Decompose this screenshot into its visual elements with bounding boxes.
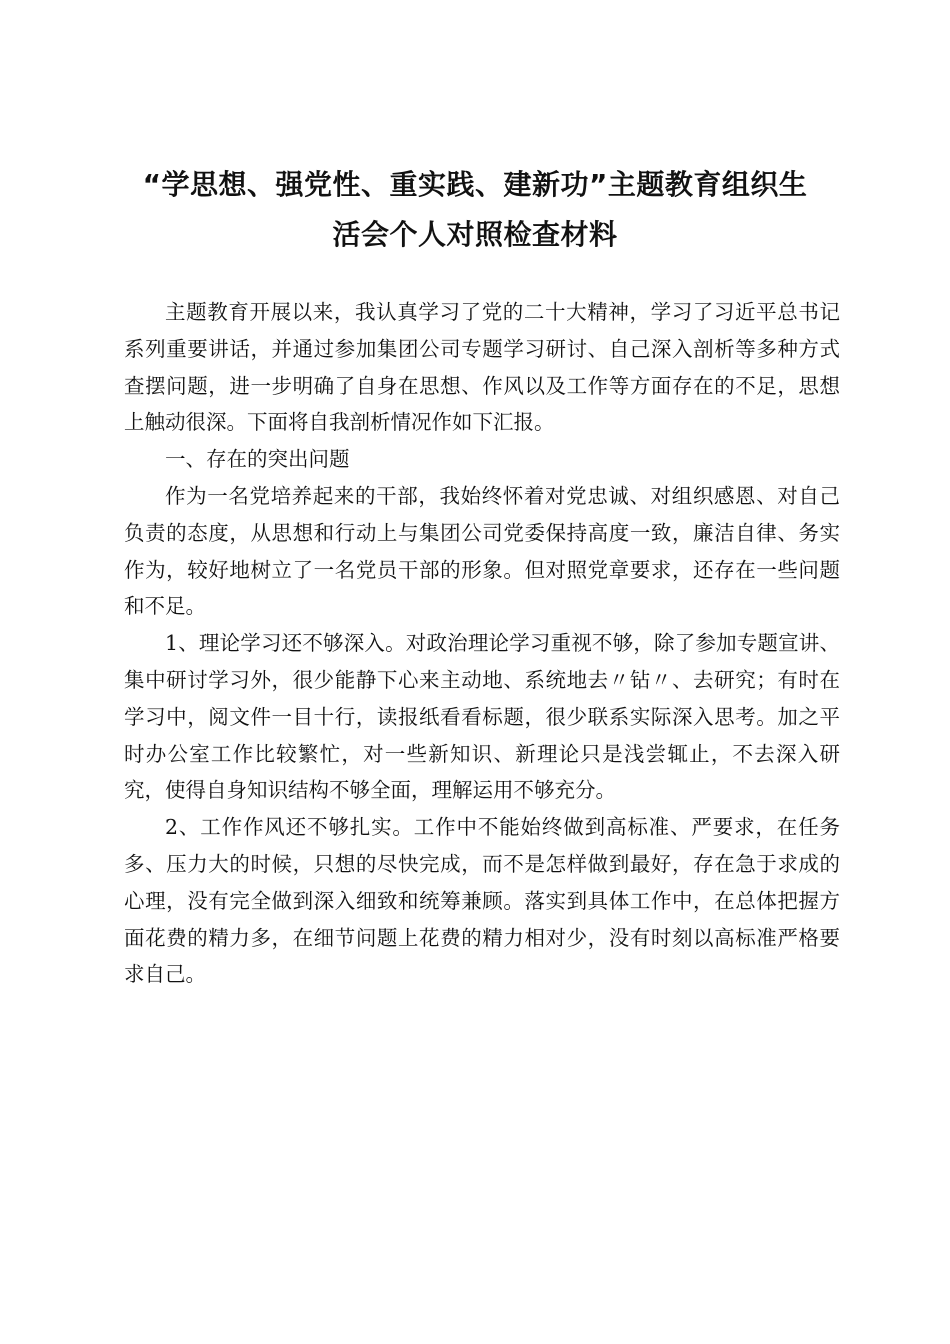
title-line-1: “学思想、强党性、重实践、建新功”主题教育组织生 xyxy=(142,168,808,201)
document-title xyxy=(110,160,840,260)
overview-paragraph: 作为一名党培养起来的干部，我始终怀着对党忠诚、对组织感恩、对自己负责的态度，从思想和行动上与集团公司党委保持高度一致，廉洁自律、务实作为，较好地树立了一名党员干部的形象。但对照党章要求，还存在一些问题和不足。 xyxy=(124,483,840,619)
issue-paragraph-1: 1、理论学习还不够深入。对政治理论学习重视不够，除了参加专题宣讲、集中研讨学习外，很少能静下心来主动地、系统地去〃钻〃、去研究；有时在学习中，阅文件一目十行，读报纸看看标题，很少联系实际深入思考。加之平时办公室工作比较繁忙，对一些新知识、新理论只是浅尝辄止，不去深入研究，使得自身知识结构不够全面，理解运用不够充分。 xyxy=(124,631,840,803)
document-body xyxy=(124,294,840,993)
issue-paragraph-2: 2、工作作风还不够扎实。工作中不能始终做到高标准、严要求，在任务多、压力大的时候，只想的尽快完成，而不是怎样做到最好，存在急于求成的心理，没有完全做到深入细致和统筹兼顾。落实到具体工作中，在总体把握方面花费的精力多，在细节问题上花费的精力相对少，没有时刻以高标准严格要求自己。 xyxy=(124,815,840,987)
title-line-2: 活会个人对照检查材料 xyxy=(332,218,618,251)
intro-paragraph: 主题教育开展以来，我认真学习了党的二十大精神，学习了习近平总书记系列重要讲话，并通过参加集团公司专题学习研讨、自己深入剖析等多种方式查摆问题，进一步明确了自身在思想、作风以及工作等方面存在的不足，思想上触动很深。下面将自我剖析情况作如下汇报。 xyxy=(124,300,840,435)
section-heading: 一、存在的突出问题 xyxy=(165,447,350,472)
